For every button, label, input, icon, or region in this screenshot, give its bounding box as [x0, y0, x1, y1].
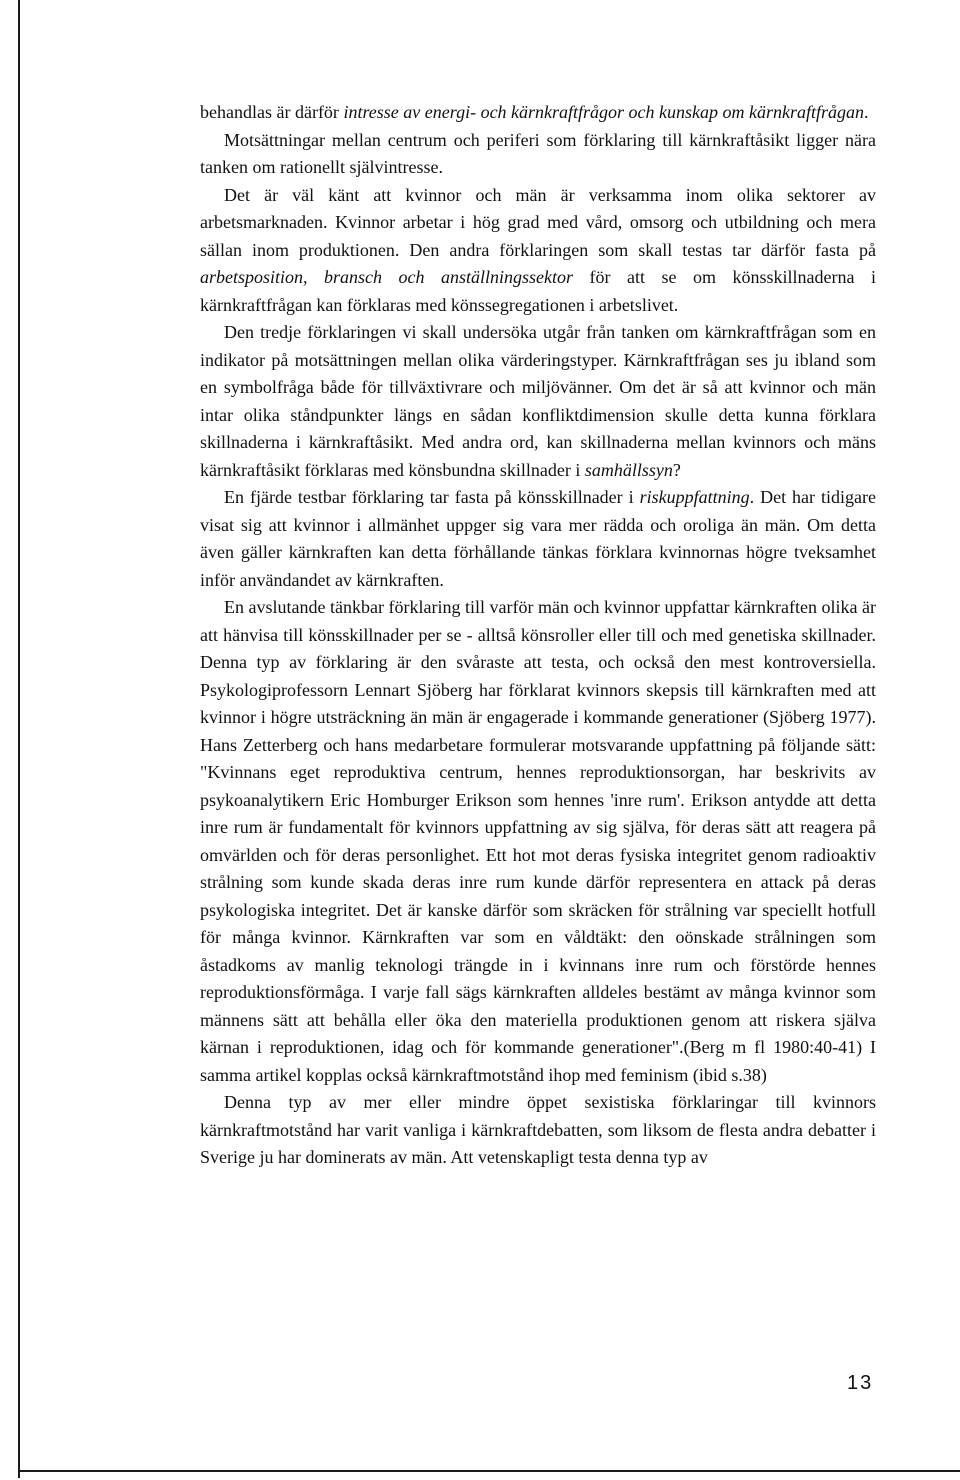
paragraph — [200, 594, 876, 1089]
text-run: Den tredje förklaringen vi skall undersöka utgår från tanken om kärnkraftfrågan som en indikator på motsättningen mellan olika värderingstyper. Kärnkraftfrågan ses ju ibland som en symbolfråga både för tillväxtivrare och miljövänner. Om det är så att kvinnor och män intar olika ståndpunkter längs en sådan konfliktdimension skulle detta kunna förklara skillnaderna i kärnkraftåsikt. Med andra ord, kan skillnaderna mellan kvinnors och mäns kärnkraftåsikt förklaras med könsbundna skillnader i — [200, 322, 876, 480]
page-number: 13 — [847, 1372, 874, 1394]
paragraph — [200, 99, 876, 127]
text-run: Motsättningar mellan centrum och periferi som förklaring till kärnkraftåsikt ligger nära tanken om rationellt självintresse. — [200, 129, 876, 177]
italic-text: riskuppfattning — [639, 487, 750, 507]
italic-text: samhällssyn — [584, 459, 673, 480]
scan-edge-bottom — [18, 1470, 960, 1472]
paragraph — [200, 484, 876, 594]
text-run: behandlas är därför — [200, 102, 344, 122]
italic-text: arbetsposition, bransch och anställningssektor — [200, 267, 574, 287]
body-text — [200, 99, 876, 1172]
paragraph — [200, 127, 876, 182]
text-run: En avslutande tänkbar förklaring till varför män och kvinnor uppfattar kärnkraften olika är att hänvisa till könsskillnader per se - alltså könsroller eller till och med genetiska skillnader. Denna typ av förklaring är den svåraste att testa, och också den mest kontroversiella. Psykologiprofessorn Lennart Sjöberg har förklarat kvinnors skepsis till kärnkraften med att kvinnor i högre utsträckning än män är engagerade i kommande generationer (Sjöberg 1977). Hans Zetterberg och hans medarbetare formulerar motsvarande uppfattning på följande sätt: "Kvinnans eget reproduktiva centrum, hennes reproduktionsorgan, har beskrivits av psykoanalytikern Eric Homburger Erikson som hennes 'inre rum'. Erikson antydde att detta inre rum är fundamentalt för kvinnors uppfattning av sig själva, för deras sätt att reagera på omvärlden och för deras personlighet. Ett hot mot deras fysiska integritet genom radioaktiv strålning som kunde skada deras inre rum kunde därför representera en attack på deras psykologiska integritet. Det är kanske därför som skräcken för strålning var speciellt hotfull för många kvinnor. Kärnkraften var som en våldtäkt: den oönskade strålningen som åstadkoms av manlig teknologi trängde in i kvinnans inre rum och förstörde hennes reproduktionsförmåga. I varje fall sägs kärnkraften alldeles bestämt av många kvinnor som männens sätt att behålla eller öka den materiella produktionen genom att riskera själva kärnan i reproduktionen, idag och för kommande generationer".(Berg m fl 1980:40-41) I samma artikel kopplas också kärnkraftmotstånd ihop med feminism (ibid s.38) — [200, 597, 876, 1085]
text-run: En fjärde testbar förklaring tar fasta på könsskillnader i — [224, 487, 640, 507]
paragraph — [200, 182, 876, 320]
paragraph — [200, 1089, 876, 1172]
text-run: ? — [672, 459, 681, 480]
scan-edge-left — [18, 0, 20, 1478]
text-run: Det är väl känt att kvinnor och män är verksamma inom olika sektorer av arbetsmarknaden. Kvinnor arbetar i hög grad med vård, omsorg och utbildning och mera sällan inom produktionen. Den andra förklaringen som skall testas tar därför fasta på — [200, 184, 876, 260]
text-run: . — [864, 102, 869, 122]
paragraph — [200, 319, 876, 484]
italic-text: intresse av energi- och kärnkraftfrågor och kunskap om kärnkraftfrågan — [343, 102, 865, 122]
text-run: Denna typ av mer eller mindre öppet sexistiska förklaringar till kvinnors kärnkraftmotstånd har varit vanliga i kärnkraftdebatten, som liksom de flesta andra debatter i Sverige ju har dominerats av män. Att vetenskapligt testa denna typ av — [200, 1092, 876, 1167]
text-run: . Det har tidigare visat sig att kvinnor i allmänhet uppger sig vara mer rädda och oroliga än män. Om detta även gäller kärnkraften kan detta förhållande tänkas förklara kvinnornas högre tveksamhet inför användandet av kärnkraften. — [200, 487, 876, 590]
text-run: för att se om könsskillnaderna i kärnkraftfrågan kan förklaras med könssegregationen i arbetslivet. — [200, 267, 876, 315]
